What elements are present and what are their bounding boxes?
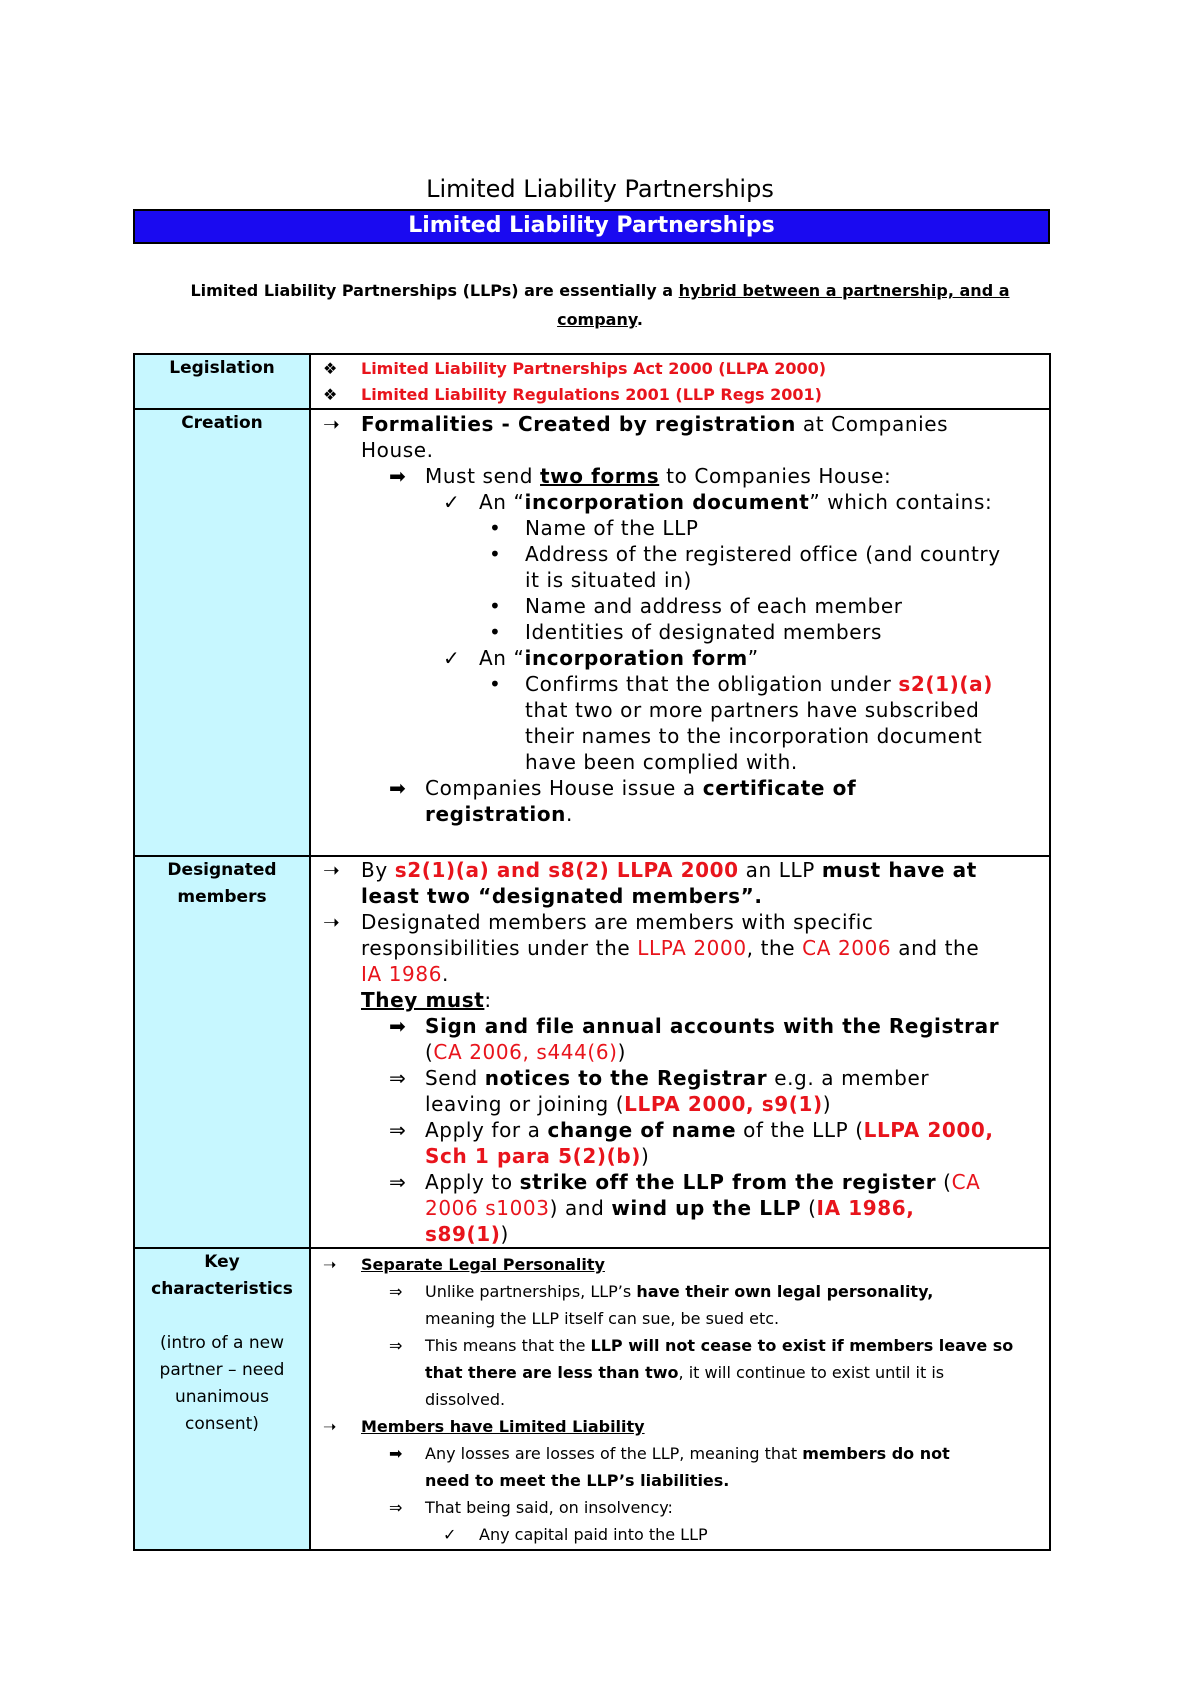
double-arrow-icon: ⇒: [389, 1066, 407, 1090]
text-line: their names to the incorporation document: [525, 724, 983, 748]
text-bold: least two “designated members”.: [361, 884, 763, 908]
text: ): [500, 1222, 509, 1246]
dot-bullet-icon: •: [489, 620, 502, 644]
row-label-legislation: [134, 354, 310, 409]
list-item: [311, 463, 1049, 489]
table-row: [134, 409, 1050, 856]
heavy-arrow-icon: ➡: [389, 1014, 407, 1038]
text: That being said, on insolvency:: [425, 1498, 673, 1517]
dot-bullet-icon: •: [489, 594, 502, 618]
text-bold: must have at: [821, 858, 977, 882]
text: leaving or joining (: [425, 1092, 625, 1116]
row-label-text: Legislation: [169, 358, 275, 378]
legal-reference: IA 1986,: [816, 1196, 915, 1220]
text-bold: certificate of: [702, 776, 857, 800]
text: .: [566, 802, 573, 826]
list-item: [311, 1117, 1049, 1143]
legal-reference: s2(1)(a) and s8(2) LLPA 2000: [394, 858, 739, 882]
text-line: [311, 1221, 1049, 1247]
text: responsibilities under the: [361, 936, 638, 960]
list-item: [311, 515, 1049, 541]
text: an LLP: [738, 858, 822, 882]
text: .: [442, 962, 450, 986]
text: (: [801, 1196, 817, 1220]
text-line: have been complied with.: [525, 750, 798, 774]
list-item: [311, 1494, 1049, 1521]
check-icon: ✓: [443, 646, 461, 670]
row-label-text: characteristics: [151, 1279, 293, 1299]
row-label-text: Creation: [181, 413, 263, 433]
text: By: [361, 858, 395, 882]
text-line: House.: [361, 438, 434, 462]
check-icon: ✓: [443, 490, 461, 514]
text: to Companies House:: [659, 464, 892, 488]
legal-reference: s89(1): [425, 1222, 501, 1246]
text: Companies House issue a: [425, 776, 703, 800]
text: Any capital paid into the LLP: [479, 1525, 708, 1544]
list-item: [311, 1251, 1049, 1278]
legislation-item: Limited Liability Partnerships Act 2000 (LLPA 2000): [361, 359, 827, 378]
text-line: meaning the LLP itself can sue, be sued etc.: [425, 1309, 780, 1328]
text-bold: notices to the Registrar: [484, 1066, 768, 1090]
text-line: that two or more partners have subscribed: [525, 698, 980, 722]
text-line: dissolved.: [425, 1390, 506, 1409]
text-line: [311, 1195, 1049, 1221]
text: ) and: [549, 1196, 612, 1220]
heavy-arrow-icon: ➡: [389, 464, 407, 488]
text-bold: Formalities - Created by registration: [361, 412, 796, 436]
text: ): [641, 1144, 650, 1168]
text-bold: that there are less than two: [425, 1363, 679, 1382]
text: Confirms that the obligation under: [525, 672, 899, 696]
legal-reference: CA 2006, s444(6): [433, 1040, 618, 1064]
list-item: [311, 857, 1049, 883]
text-bold: LLP will not cease to exist if members leave so: [590, 1336, 1014, 1355]
section-banner: Limited Liability Partnerships: [133, 209, 1050, 244]
text-bold: members do not: [802, 1444, 950, 1463]
row-label-note: consent): [185, 1414, 259, 1434]
document-title: Limited Liability Partnerships: [426, 175, 774, 203]
legal-reference: IA 1986: [361, 962, 443, 986]
text-bold: incorporation document: [524, 490, 810, 514]
legal-reference: 2006 s1003: [425, 1196, 550, 1220]
intro-paragraph: [160, 276, 1040, 334]
row-label-text: members: [177, 887, 267, 907]
text-bold: registration: [425, 802, 567, 826]
row-label-designated-members: [134, 856, 310, 1248]
text: , the: [746, 936, 803, 960]
text: Unlike partnerships, LLP’s: [425, 1282, 637, 1301]
text: Address of the registered office (and country: [525, 542, 1001, 566]
text: ” which contains:: [809, 490, 993, 514]
text: Designated members are members with specific: [361, 910, 874, 934]
text-bold: wind up the LLP: [611, 1196, 802, 1220]
text-bold: have their own legal personality,: [636, 1282, 934, 1301]
list-item: [311, 1065, 1049, 1091]
dot-bullet-icon: •: [489, 542, 502, 566]
list-item: [311, 541, 1049, 567]
text: Apply to: [425, 1170, 520, 1194]
text: An “: [479, 490, 525, 514]
text-line: [311, 987, 1049, 1013]
text-line: [311, 1359, 1049, 1386]
text: Name and address of each member: [525, 594, 903, 618]
text: at Companies: [795, 412, 949, 436]
arrow-right-icon: ➝: [323, 858, 341, 882]
list-item: [311, 909, 1049, 935]
row-content-legislation: [310, 354, 1050, 409]
list-item: [311, 1013, 1049, 1039]
text: Apply for a: [425, 1118, 548, 1142]
intro-underlined-text: hybrid between a partnership, and a: [678, 281, 1010, 300]
text: of the LLP (: [736, 1118, 864, 1142]
arrow-right-icon: ➝: [323, 1417, 337, 1436]
list-item: [311, 1278, 1049, 1305]
row-label-key-characteristics: [134, 1248, 310, 1550]
text: (: [936, 1170, 952, 1194]
diamond-bullet-icon: ❖: [323, 385, 338, 404]
text: This means that the: [425, 1336, 591, 1355]
text: Name of the LLP: [525, 516, 699, 540]
list-item: [311, 356, 1049, 382]
text-bold: change of name: [547, 1118, 737, 1142]
text: Send: [425, 1066, 485, 1090]
list-item: [311, 1521, 1049, 1548]
intro-text: Limited Liability Partnerships (LLPs) are essentially a: [190, 281, 679, 300]
legal-reference: Sch 1 para 5(2)(b): [425, 1144, 641, 1168]
list-item: [311, 645, 1049, 671]
heavy-arrow-icon: ➡: [389, 1444, 403, 1463]
double-arrow-icon: ⇒: [389, 1498, 403, 1517]
legal-reference: LLPA 2000: [637, 936, 747, 960]
list-item: [311, 671, 1049, 697]
text: , it will continue to exist until it is: [678, 1363, 945, 1382]
double-arrow-icon: ⇒: [389, 1336, 403, 1355]
table-row: [134, 856, 1050, 1248]
text-line: [311, 935, 1049, 961]
text: Identities of designated members: [525, 620, 883, 644]
text-bold-underlined: Separate Legal Personality: [361, 1255, 605, 1274]
row-label-creation: [134, 409, 310, 856]
text: ): [822, 1092, 832, 1116]
arrow-right-icon: ➝: [323, 412, 341, 436]
text: e.g. a member: [767, 1066, 930, 1090]
double-arrow-icon: ⇒: [389, 1118, 407, 1142]
arrow-right-icon: ➝: [323, 1255, 337, 1274]
arrow-right-icon: ➝: [323, 910, 341, 934]
heavy-arrow-icon: ➡: [389, 776, 407, 800]
list-item: [311, 775, 1049, 801]
dot-bullet-icon: •: [489, 516, 502, 540]
double-arrow-icon: ⇒: [389, 1170, 407, 1194]
row-content-creation: [310, 409, 1050, 856]
list-item: [311, 411, 1049, 437]
row-content-key-characteristics: [310, 1248, 1050, 1550]
list-item: [311, 619, 1049, 645]
list-item: [311, 593, 1049, 619]
legal-reference: LLPA 2000,: [863, 1118, 994, 1142]
text-bold-underlined: They must: [361, 988, 485, 1012]
row-content-designated-members: [310, 856, 1050, 1248]
text-line: [311, 1143, 1049, 1169]
legal-reference: CA 2006: [802, 936, 892, 960]
legal-reference: LLPA 2000, s9(1): [624, 1092, 823, 1116]
text-line: [311, 961, 1049, 987]
table-row: [134, 1248, 1050, 1550]
list-item: [311, 1440, 1049, 1467]
table-row: [134, 354, 1050, 409]
text-bold: strike off the LLP from the register: [519, 1170, 937, 1194]
text-bold: incorporation form: [524, 646, 748, 670]
row-label-text: Designated: [167, 860, 277, 880]
row-label-text: Key: [204, 1252, 240, 1272]
llp-table: [133, 353, 1051, 1551]
text-line: [311, 801, 1049, 827]
diamond-bullet-icon: ❖: [323, 359, 338, 378]
text: ”: [747, 646, 759, 670]
text-line: [311, 1091, 1049, 1117]
legal-reference: s2(1)(a): [898, 672, 993, 696]
text: :: [484, 988, 492, 1012]
check-icon: ✓: [443, 1525, 457, 1544]
list-item: [311, 489, 1049, 515]
row-label-note: (intro of a new: [160, 1333, 284, 1353]
text: Any losses are losses of the LLP, meaning that: [425, 1444, 803, 1463]
list-item: [311, 1332, 1049, 1359]
double-arrow-icon: ⇒: [389, 1282, 403, 1301]
legal-reference: CA: [951, 1170, 981, 1194]
intro-underlined-text: company: [557, 310, 637, 329]
text-bold: Sign and file annual accounts with the Registrar: [425, 1014, 1000, 1038]
dot-bullet-icon: •: [489, 672, 502, 696]
intro-text: .: [636, 310, 643, 329]
text-bold-underlined: Members have Limited Liability: [361, 1417, 645, 1436]
text-line: (CA 2006, s444(6)): [425, 1040, 626, 1064]
text-line: it is situated in): [525, 568, 692, 592]
row-label-note: partner – need: [159, 1360, 285, 1380]
text: An “: [479, 646, 525, 670]
text: and the: [891, 936, 980, 960]
list-item: [311, 1169, 1049, 1195]
text: Must send: [425, 464, 541, 488]
text-bold-underlined: two forms: [540, 464, 660, 488]
legislation-item: Limited Liability Regulations 2001 (LLP Regs 2001): [361, 385, 822, 404]
list-item: [311, 382, 1049, 408]
text-bold: need to meet the LLP’s liabilities.: [425, 1471, 730, 1490]
list-item: [311, 1413, 1049, 1440]
row-label-note: unanimous: [174, 1387, 270, 1407]
